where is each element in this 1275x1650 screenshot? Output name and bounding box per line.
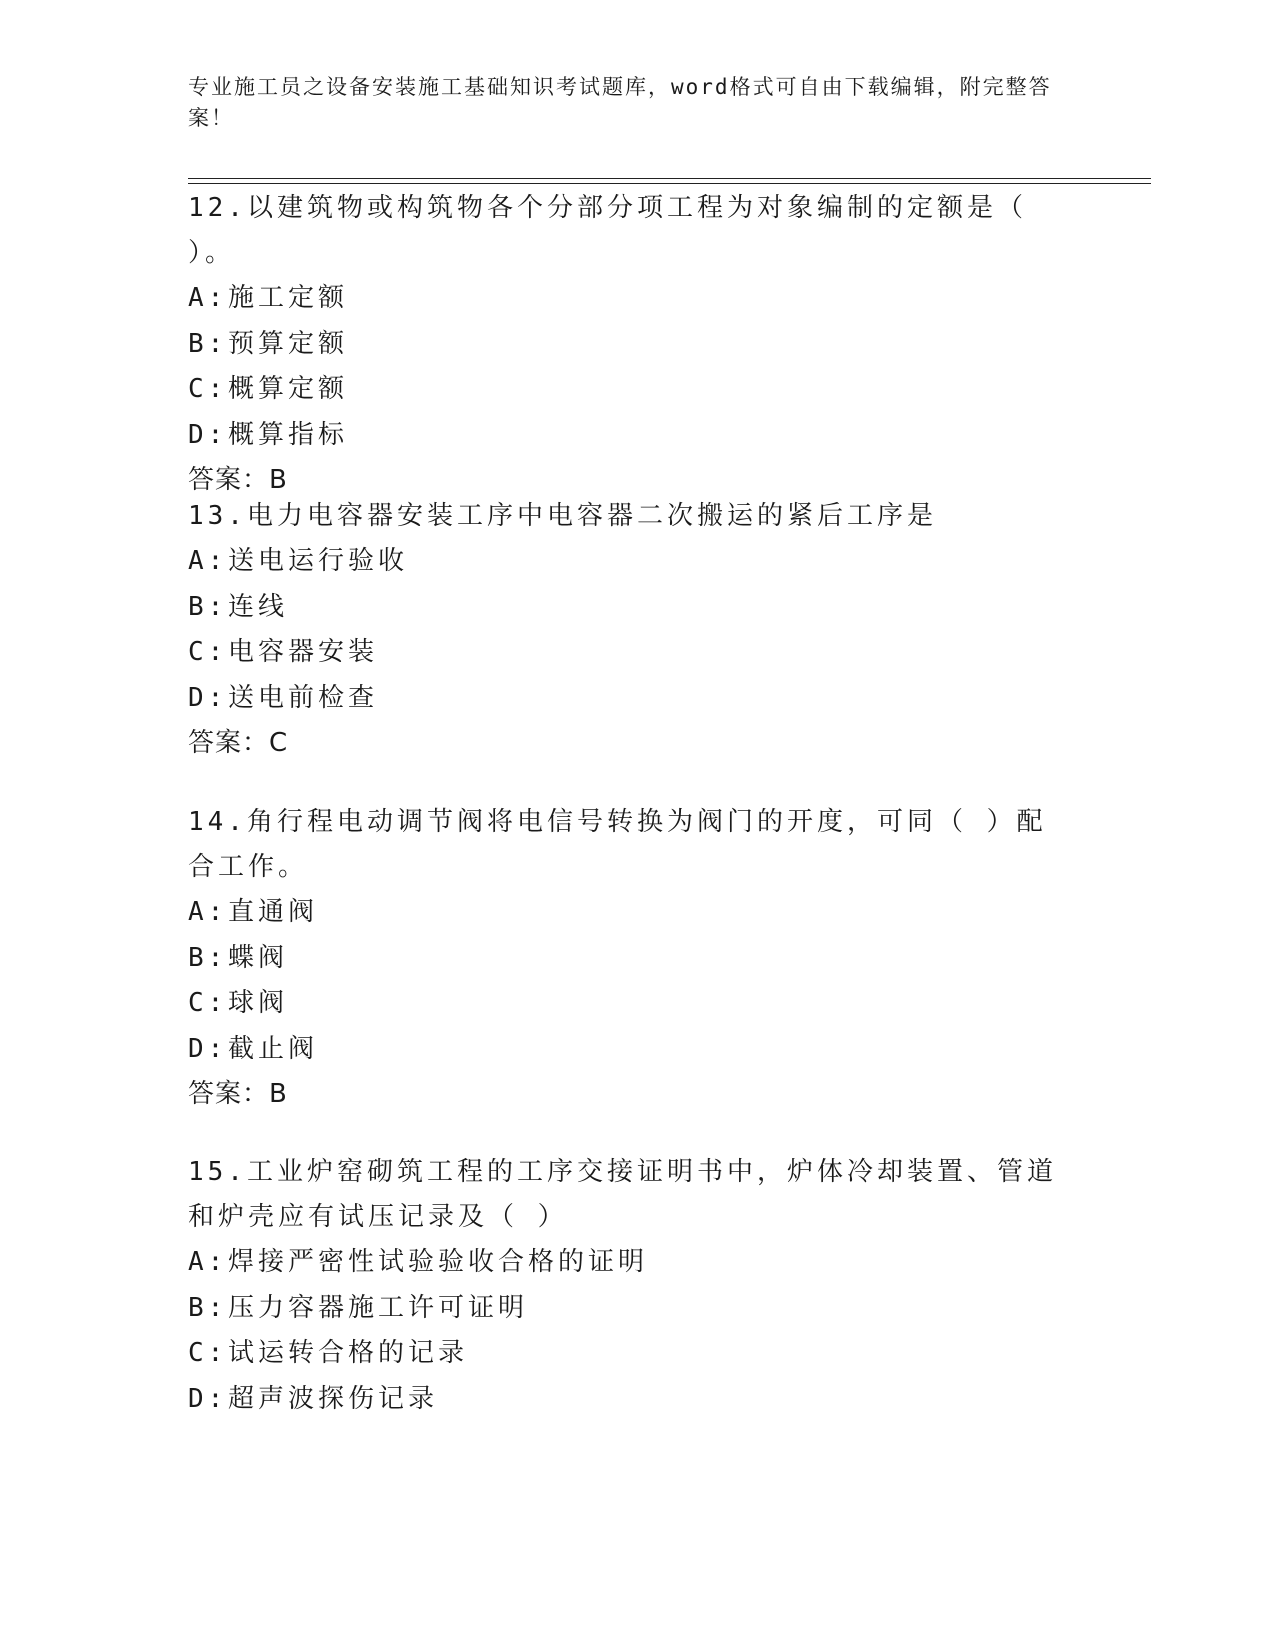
question-14: [188, 800, 1058, 1117]
option-letter: A:: [188, 897, 228, 927]
option-d: [188, 676, 1088, 722]
option-text: 压力容器施工许可证明: [228, 1292, 529, 1323]
option-letter: B:: [188, 591, 228, 622]
option-letter: D:: [188, 419, 228, 450]
option-a: [188, 276, 1088, 322]
option-text: 预算定额: [228, 328, 349, 359]
option-text: 送电前检查: [228, 682, 379, 713]
question-15: [188, 1150, 1068, 1422]
option-d: [188, 1027, 1058, 1073]
option-text: 电容器安装: [228, 637, 379, 667]
header-divider-top: [188, 178, 1151, 179]
option-letter: A:: [188, 283, 228, 313]
option-a: [188, 1240, 1068, 1286]
option-b: [188, 1286, 1068, 1332]
option-text: 蝶阀: [228, 942, 289, 973]
option-letter: A:: [188, 546, 228, 576]
option-letter: D:: [188, 682, 228, 713]
question-text: 14.角行程电动调节阀将电信号转换为阀门的开度，可同（ ）配合工作。: [188, 807, 1047, 882]
question-text: 12.以建筑物或构筑物各个分部分项工程为对象编制的定额是（ ）。: [188, 193, 1027, 268]
answer: 答案：B: [188, 1079, 288, 1109]
option-c: [188, 1331, 1068, 1377]
option-text: 概算指标: [228, 419, 349, 450]
option-d: [188, 1377, 1068, 1423]
option-a: [188, 890, 1058, 936]
option-text: 球阀: [228, 988, 289, 1018]
option-c: [188, 367, 1088, 413]
question-13: [188, 494, 1088, 766]
answer: 答案：C: [188, 728, 289, 758]
question-text: 13.电力电容器安装工序中电容器二次搬运的紧后工序是: [188, 501, 937, 531]
document-header: 专业施工员之设备安装施工基础知识考试题库，word格式可自由下载编辑，附完整答案！: [188, 75, 1052, 130]
question-12: [188, 186, 1088, 503]
option-c: [188, 630, 1088, 676]
option-letter: C:: [188, 988, 228, 1018]
option-letter: C:: [188, 637, 228, 667]
option-text: 超声波探伤记录: [228, 1383, 439, 1414]
option-letter: B:: [188, 328, 228, 359]
option-letter: C:: [188, 1338, 228, 1368]
option-b: [188, 936, 1058, 982]
option-letter: B:: [188, 1292, 228, 1323]
option-text: 试运转合格的记录: [228, 1338, 469, 1368]
option-d: [188, 413, 1088, 459]
option-a: [188, 539, 1088, 585]
answer: 答案：B: [188, 465, 288, 495]
option-c: [188, 981, 1058, 1027]
option-letter: A:: [188, 1247, 228, 1277]
option-letter: D:: [188, 1033, 228, 1064]
option-letter: C:: [188, 374, 228, 404]
option-letter: D:: [188, 1383, 228, 1414]
option-b: [188, 322, 1088, 368]
option-letter: B:: [188, 942, 228, 973]
option-text: 施工定额: [228, 283, 349, 313]
option-text: 直通阀: [228, 897, 319, 927]
option-b: [188, 585, 1088, 631]
option-text: 截止阀: [228, 1033, 319, 1064]
option-text: 焊接严密性试验验收合格的证明: [228, 1247, 649, 1277]
header-divider-bottom: [188, 183, 1151, 184]
option-text: 送电运行验收: [228, 546, 409, 576]
question-text: 15.工业炉窑砌筑工程的工序交接证明书中，炉体冷却装置、管道和炉壳应有试压记录及（ ）: [188, 1157, 1057, 1232]
option-text: 连线: [228, 591, 289, 622]
option-text: 概算定额: [228, 374, 349, 404]
